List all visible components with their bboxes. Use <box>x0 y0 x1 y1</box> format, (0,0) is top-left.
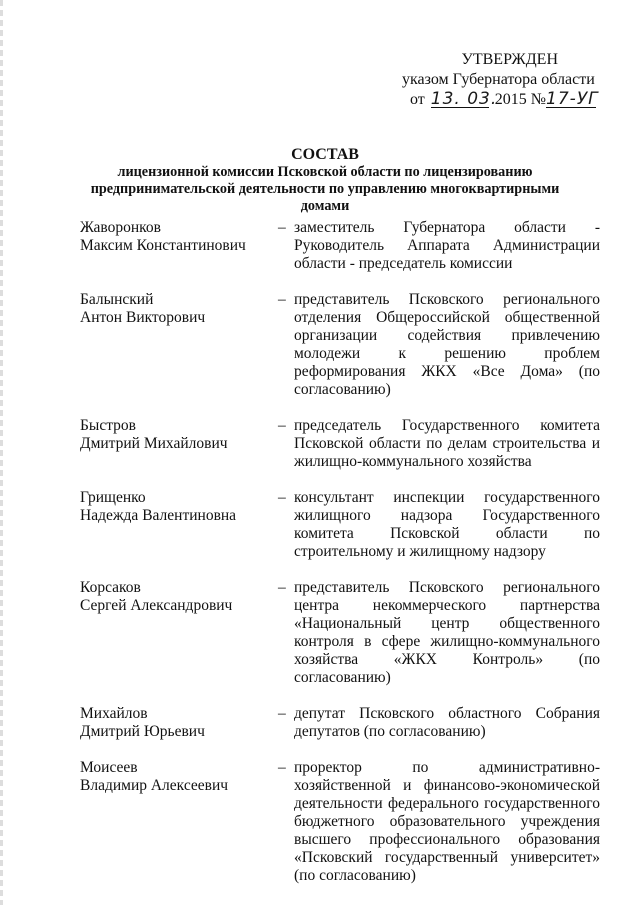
member-given-names: Дмитрий Юрьевич <box>80 723 205 740</box>
member-surname: Жаворонков <box>80 219 161 236</box>
member-role: заместитель Губернатора области - Руководитель Аппарата Администрации области - председатель комиссии <box>294 219 600 272</box>
approval-by: указом Губернатора области <box>402 71 595 88</box>
member-dash: – <box>278 417 286 434</box>
document-title: СОСТАВ <box>291 146 359 163</box>
member-row <box>80 705 600 741</box>
member-row <box>80 417 600 471</box>
member-row <box>80 219 600 273</box>
member-dash: – <box>278 489 286 506</box>
member-dash: – <box>278 759 286 776</box>
member-role: консультант инспекции государственного жилищного надзора Государственного комитета Псковской области по строительному и жилищному надзору <box>294 489 600 560</box>
member-surname: Корсаков <box>80 579 141 596</box>
member-list <box>80 219 600 903</box>
member-given-names: Антон Викторович <box>80 309 206 326</box>
member-given-names: Надежда Валентиновна <box>80 507 237 524</box>
member-row <box>80 291 600 399</box>
approval-prefix: от <box>410 91 425 108</box>
approval-year: 2015 № <box>494 91 547 108</box>
member-dash: – <box>278 705 286 722</box>
approval-date-line <box>372 90 602 110</box>
member-name <box>80 219 278 273</box>
member-given-names: Дмитрий Михайлович <box>80 435 228 452</box>
member-surname: Балынский <box>80 291 154 308</box>
approval-date-handwritten: 13. 03. <box>430 89 498 109</box>
member-name <box>80 291 278 399</box>
member-role: представитель Псковского регионального центра некоммерческого партнерства «Национальный центр общественного контроля в сфере жилищно-коммунального хозяйства «ЖКХ Контроль» (по согласованию) <box>294 579 600 686</box>
member-row <box>80 759 600 885</box>
member-surname: Грищенко <box>80 489 146 506</box>
member-given-names: Владимир Алексеевич <box>80 777 229 794</box>
member-dash: – <box>278 579 286 596</box>
member-dash: – <box>278 291 286 308</box>
member-dash: – <box>278 219 286 236</box>
approval-number-handwritten: 17-УГ <box>546 89 599 109</box>
member-name <box>80 579 278 687</box>
member-role: проректор по административно-хозяйственной и финансово-экономической деятельности федерального государственного бюджетного образовательного учреждения высшего профессионального образования «Псковский государственный университет» (по согласованию) <box>294 759 600 884</box>
member-name <box>80 417 278 471</box>
member-given-names: Сергей Александрович <box>80 597 233 614</box>
member-surname: Моисеев <box>80 759 138 776</box>
member-role: представитель Псковского регионального отделения Общероссийской общественной организации содействия привлечению молодежи к решению проблем реформирования ЖКХ «Все Дома» (по согласованию) <box>294 291 600 398</box>
member-name <box>80 759 278 885</box>
approval-status: УТВЕРЖДЕН <box>461 51 558 68</box>
document-subtitle: лицензионной комиссии Псковской области по лицензированию предпринимательской деятельности по управлению многоквартирными домами <box>90 164 560 214</box>
member-surname: Быстров <box>80 417 136 434</box>
member-row <box>80 579 600 687</box>
member-role: председатель Государственного комитета Псковской области по делам строительства и жилищно-коммунального хозяйства <box>294 417 600 470</box>
member-name <box>80 489 278 561</box>
member-given-names: Максим Константинович <box>80 237 246 254</box>
member-surname: Михайлов <box>80 705 148 722</box>
approval-stamp <box>372 50 602 110</box>
member-name <box>80 705 278 741</box>
scan-edge <box>0 0 3 905</box>
member-row <box>80 489 600 561</box>
member-role: депутат Псковского областного Собрания депутатов (по согласованию) <box>294 705 600 740</box>
